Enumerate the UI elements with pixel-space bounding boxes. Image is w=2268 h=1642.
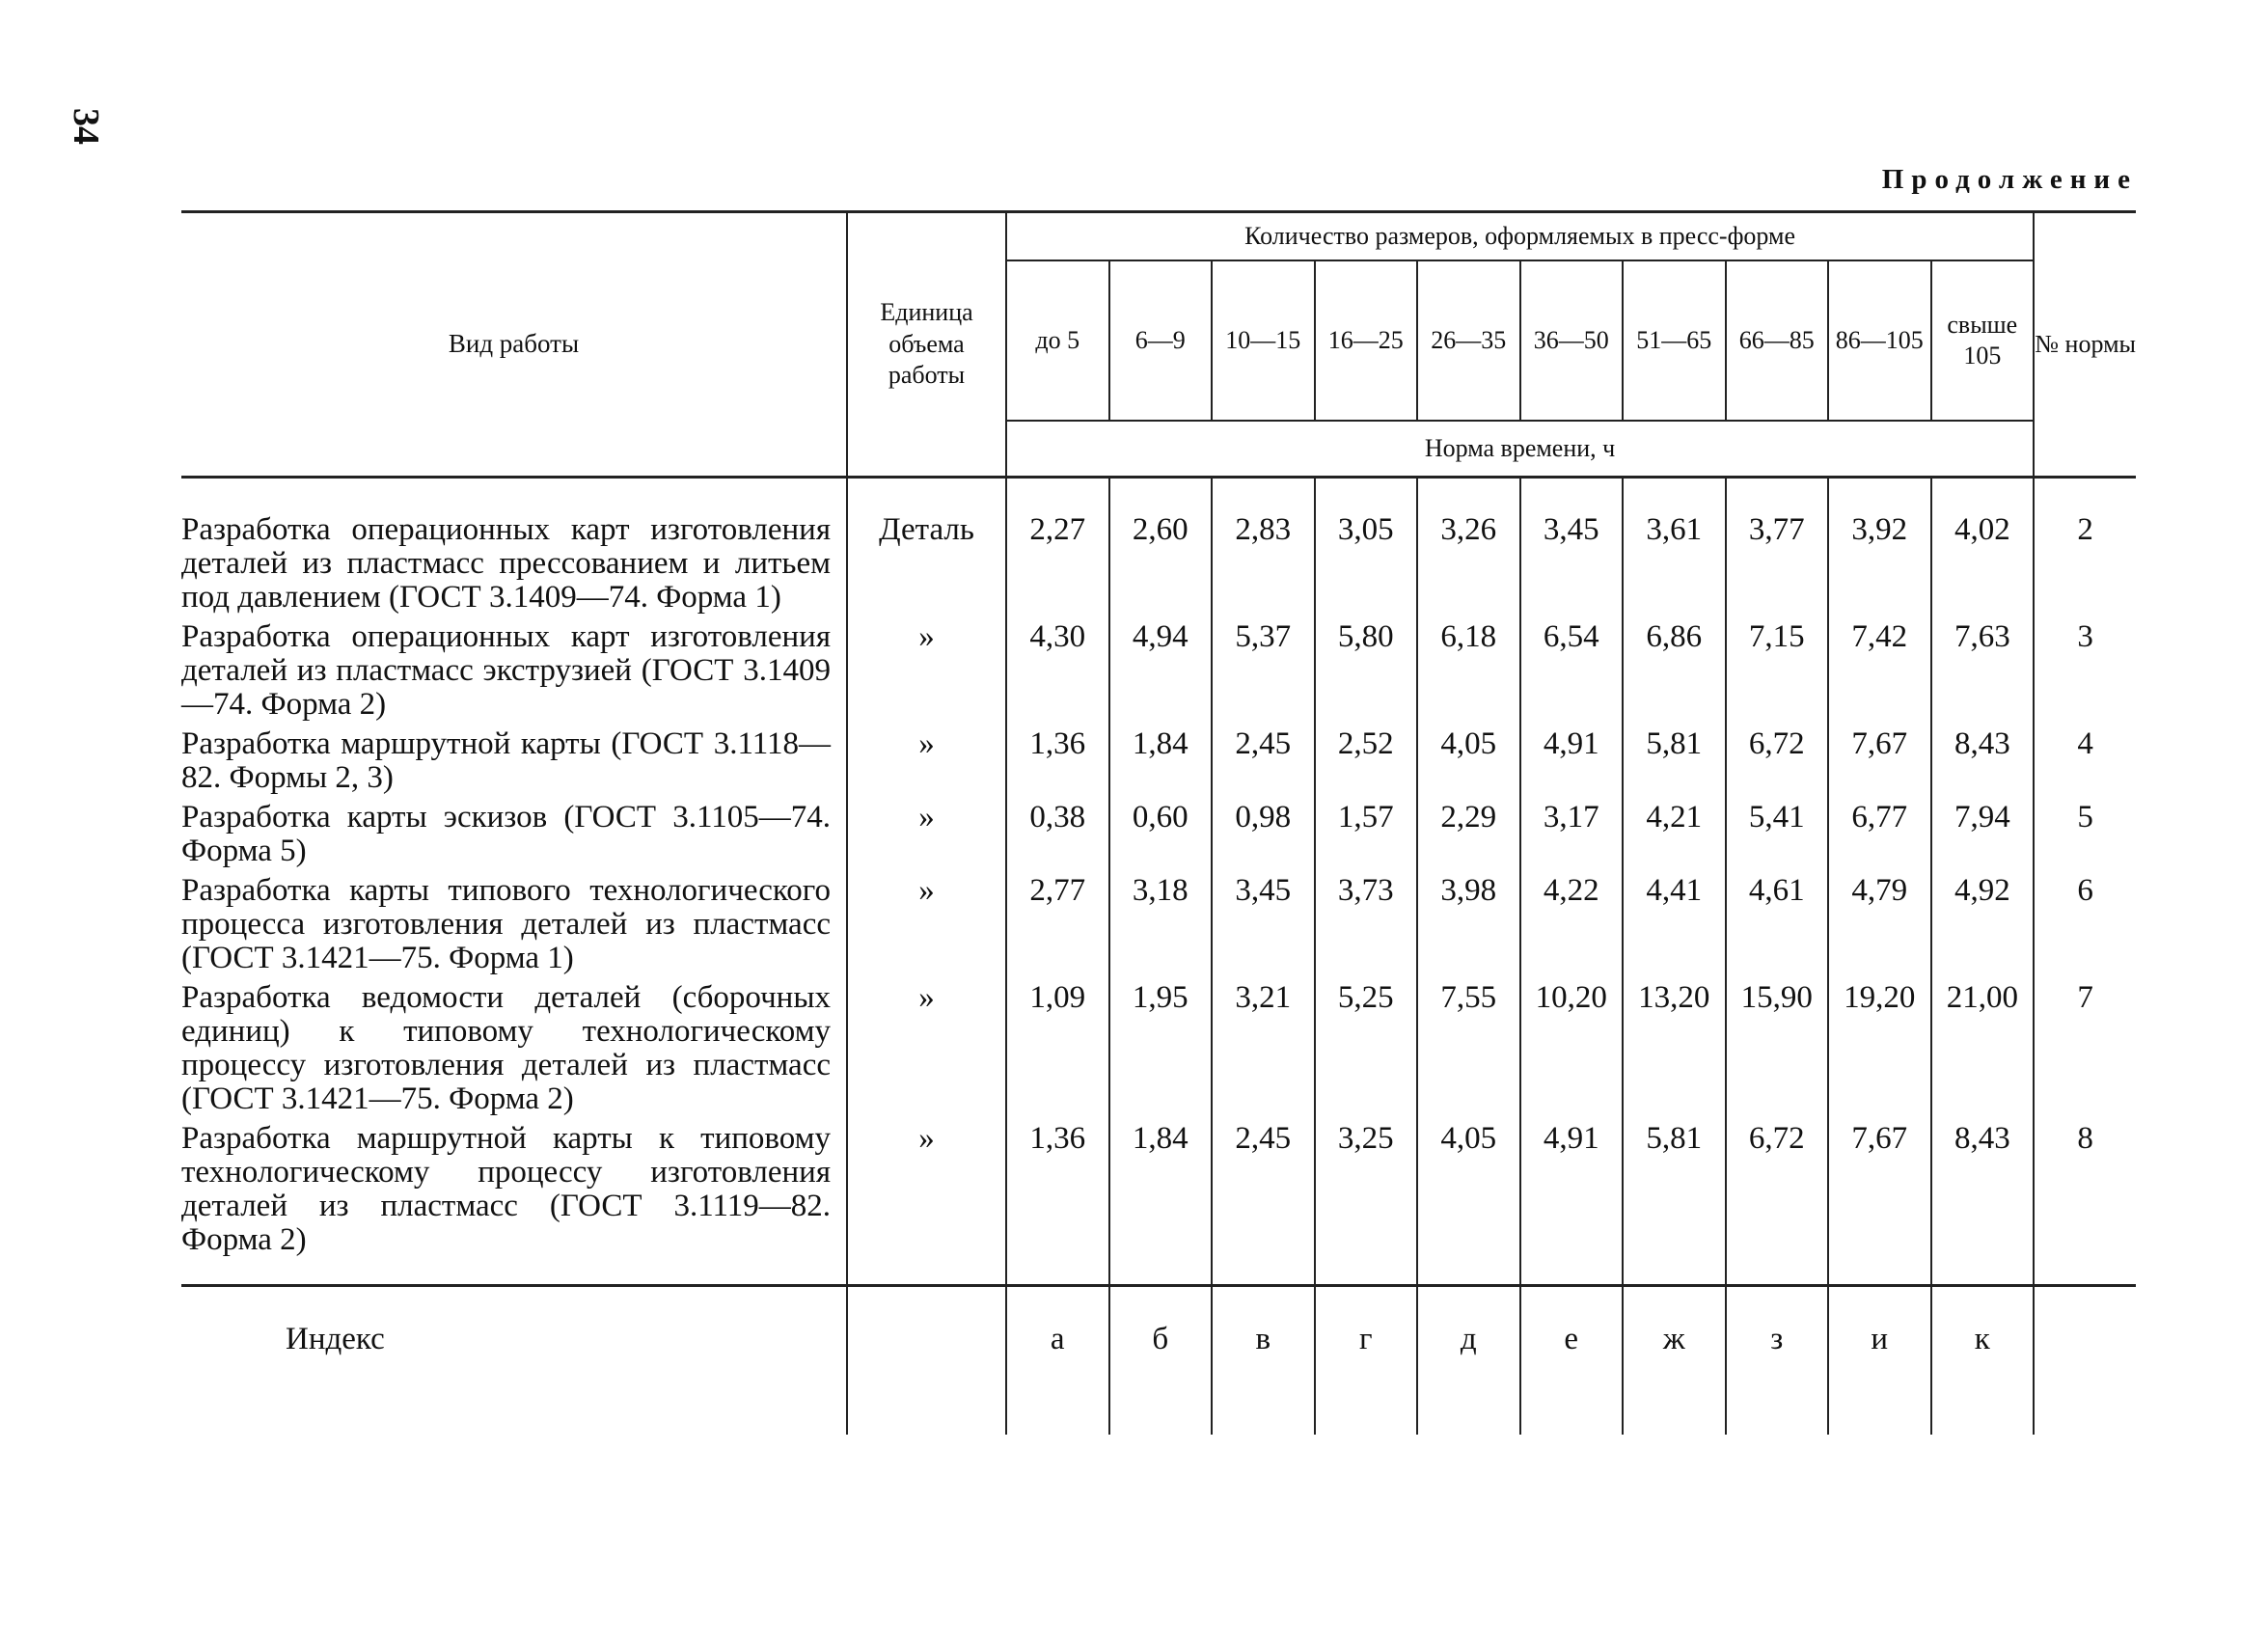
time-norm-cell: 4,21 — [1623, 795, 1726, 868]
table-footer — [181, 1286, 2136, 1435]
time-norm-cell: 3,77 — [1726, 478, 1829, 616]
table-header — [181, 212, 2136, 478]
index-letter: к — [1931, 1286, 2035, 1435]
norms-table — [181, 210, 2136, 1435]
time-norm-cell: 4,61 — [1726, 868, 1829, 975]
time-norm-cell: 5,80 — [1315, 615, 1418, 722]
time-norm-cell: 4,91 — [1520, 722, 1624, 795]
time-norm-cell: 6,86 — [1623, 615, 1726, 722]
time-norm-cell: 4,41 — [1623, 868, 1726, 975]
unit-cell: » — [847, 868, 1006, 975]
table-row — [181, 795, 2136, 868]
time-norm-cell: 13,20 — [1623, 975, 1726, 1116]
time-norm-cell: 4,22 — [1520, 868, 1624, 975]
time-norm-cell: 0,98 — [1212, 795, 1315, 868]
index-letter: а — [1006, 1286, 1109, 1435]
index-norm-cell — [2034, 1286, 2136, 1435]
unit-cell: Деталь — [847, 478, 1006, 616]
time-norm-cell: 1,84 — [1109, 1116, 1213, 1286]
time-norm-cell: 6,54 — [1520, 615, 1624, 722]
time-norm-cell: 3,25 — [1315, 1116, 1418, 1286]
time-norm-cell: 1,57 — [1315, 795, 1418, 868]
index-unit-cell — [847, 1286, 1006, 1435]
continuation-label: Продолжение — [1881, 164, 2138, 195]
time-norm-cell: 3,21 — [1212, 975, 1315, 1116]
time-norm-cell: 2,60 — [1109, 478, 1213, 616]
header-work-type: Вид работы — [181, 212, 847, 478]
time-norm-cell: 2,29 — [1417, 795, 1520, 868]
unit-cell: » — [847, 975, 1006, 1116]
time-norm-cell: 4,91 — [1520, 1116, 1624, 1286]
time-norm-cell: 3,26 — [1417, 478, 1520, 616]
time-norm-cell: 15,90 — [1726, 975, 1829, 1116]
table-row — [181, 478, 2136, 616]
time-norm-cell: 4,02 — [1931, 478, 2035, 616]
index-letter: д — [1417, 1286, 1520, 1435]
index-letter: з — [1726, 1286, 1829, 1435]
index-label: Индекс — [181, 1286, 847, 1435]
work-type-cell: Разработка ведомости деталей (сборочных единиц) к типовому технологическому процессу изготовления деталей из пластмасс (ГОСТ 3.1421—75. Форма 2) — [181, 980, 831, 1116]
time-norm-cell: 19,20 — [1828, 975, 1931, 1116]
unit-cell: » — [847, 722, 1006, 795]
norm-number-cell: 5 — [2034, 795, 2136, 868]
norm-number-cell: 4 — [2034, 722, 2136, 795]
header-range: 26—35 — [1417, 260, 1520, 421]
time-norm-cell: 3,45 — [1520, 478, 1624, 616]
time-norm-cell: 4,79 — [1828, 868, 1931, 975]
time-norm-cell: 3,98 — [1417, 868, 1520, 975]
time-norm-cell: 7,94 — [1931, 795, 2035, 868]
time-norm-cell: 6,72 — [1726, 722, 1829, 795]
time-norm-cell: 4,05 — [1417, 722, 1520, 795]
time-norm-cell: 7,63 — [1931, 615, 2035, 722]
time-norm-cell: 7,55 — [1417, 975, 1520, 1116]
time-norm-cell: 7,42 — [1828, 615, 1931, 722]
time-norm-cell: 7,67 — [1828, 1116, 1931, 1286]
header-range: 66—85 — [1726, 260, 1829, 421]
index-letter: в — [1212, 1286, 1315, 1435]
work-type-cell: Разработка карты типового технологического процесса изготовления деталей из пластмасс (ГОСТ 3.1421—75. Форма 1) — [181, 873, 831, 975]
table-row — [181, 722, 2136, 795]
work-type-cell: Разработка маршрутной карты к типовому технологическому процессу изготовления деталей из пластмасс (ГОСТ 3.1119—82. Форма 2) — [181, 1121, 831, 1257]
time-norm-cell: 1,84 — [1109, 722, 1213, 795]
time-norm-cell: 6,18 — [1417, 615, 1520, 722]
time-norm-cell: 5,81 — [1623, 1116, 1726, 1286]
time-norm-cell: 7,67 — [1828, 722, 1931, 795]
time-norm-cell: 4,94 — [1109, 615, 1213, 722]
norms-table-container — [181, 210, 2136, 1435]
time-norm-cell: 7,15 — [1726, 615, 1829, 722]
time-norm-cell: 5,81 — [1623, 722, 1726, 795]
time-norm-cell: 4,05 — [1417, 1116, 1520, 1286]
index-letter: г — [1315, 1286, 1418, 1435]
time-norm-cell: 5,25 — [1315, 975, 1418, 1116]
time-norm-cell: 3,45 — [1212, 868, 1315, 975]
header-range: 51—65 — [1623, 260, 1726, 421]
norm-number-cell: 2 — [2034, 478, 2136, 616]
time-norm-cell: 3,17 — [1520, 795, 1624, 868]
header-norm-number: № нормы — [2034, 212, 2136, 478]
time-norm-cell: 5,41 — [1726, 795, 1829, 868]
header-range: 6—9 — [1109, 260, 1213, 421]
header-range: 86—105 — [1828, 260, 1931, 421]
header-range: до 5 — [1006, 260, 1109, 421]
header-range: 36—50 — [1520, 260, 1624, 421]
work-type-cell: Разработка карты эскизов (ГОСТ 3.1105—74. Форма 5) — [181, 800, 831, 868]
time-norm-cell: 2,45 — [1212, 722, 1315, 795]
time-norm-cell: 0,38 — [1006, 795, 1109, 868]
time-norm-cell: 6,77 — [1828, 795, 1931, 868]
time-norm-cell: 3,05 — [1315, 478, 1418, 616]
time-norm-cell: 4,30 — [1006, 615, 1109, 722]
work-type-cell: Разработка операционных карт изготовления деталей из пластмасс прессованием и литьем под давлением (ГОСТ 3.1409—74. Форма 1) — [181, 512, 831, 615]
header-norm-time: Норма времени, ч — [1006, 421, 2034, 478]
time-norm-cell: 3,18 — [1109, 868, 1213, 975]
time-norm-cell: 1,09 — [1006, 975, 1109, 1116]
time-norm-cell: 6,72 — [1726, 1116, 1829, 1286]
time-norm-cell: 0,60 — [1109, 795, 1213, 868]
time-norm-cell: 10,20 — [1520, 975, 1624, 1116]
time-norm-cell: 1,95 — [1109, 975, 1213, 1116]
time-norm-cell: 1,36 — [1006, 1116, 1109, 1286]
time-norm-cell: 1,36 — [1006, 722, 1109, 795]
norm-number-cell: 7 — [2034, 975, 2136, 1116]
table-row — [181, 868, 2136, 975]
time-norm-cell: 2,77 — [1006, 868, 1109, 975]
header-range: свыше 105 — [1931, 260, 2035, 421]
index-letter: б — [1109, 1286, 1213, 1435]
norm-number-cell: 8 — [2034, 1116, 2136, 1286]
header-range: 16—25 — [1315, 260, 1418, 421]
work-type-cell: Разработка операционных карт изготовления деталей из пластмасс экструзией (ГОСТ 3.1409—74. Форма 2) — [181, 619, 831, 722]
work-type-cell: Разработка маршрутной карты (ГОСТ 3.1118—82. Формы 2, 3) — [181, 726, 831, 795]
time-norm-cell: 8,43 — [1931, 1116, 2035, 1286]
index-letter: ж — [1623, 1286, 1726, 1435]
time-norm-cell: 5,37 — [1212, 615, 1315, 722]
norm-number-cell: 3 — [2034, 615, 2136, 722]
index-letter: е — [1520, 1286, 1624, 1435]
time-norm-cell: 2,27 — [1006, 478, 1109, 616]
table-body — [181, 478, 2136, 1286]
index-row — [181, 1286, 2136, 1435]
index-letter: и — [1828, 1286, 1931, 1435]
time-norm-cell: 3,92 — [1828, 478, 1931, 616]
table-row — [181, 1116, 2136, 1286]
unit-cell: » — [847, 1116, 1006, 1286]
unit-cell: » — [847, 795, 1006, 868]
table-row — [181, 615, 2136, 722]
time-norm-cell: 8,43 — [1931, 722, 2035, 795]
table-row — [181, 975, 2136, 1116]
header-group-title: Количество размеров, оформляемых в пресс-форме — [1006, 212, 2034, 261]
header-unit: Единица объема работы — [847, 212, 1006, 478]
page-number: 34 — [66, 108, 106, 145]
time-norm-cell: 3,73 — [1315, 868, 1418, 975]
unit-cell: » — [847, 615, 1006, 722]
time-norm-cell: 2,83 — [1212, 478, 1315, 616]
time-norm-cell: 2,45 — [1212, 1116, 1315, 1286]
time-norm-cell: 3,61 — [1623, 478, 1726, 616]
header-range: 10—15 — [1212, 260, 1315, 421]
time-norm-cell: 2,52 — [1315, 722, 1418, 795]
time-norm-cell: 21,00 — [1931, 975, 2035, 1116]
norm-number-cell: 6 — [2034, 868, 2136, 975]
time-norm-cell: 4,92 — [1931, 868, 2035, 975]
